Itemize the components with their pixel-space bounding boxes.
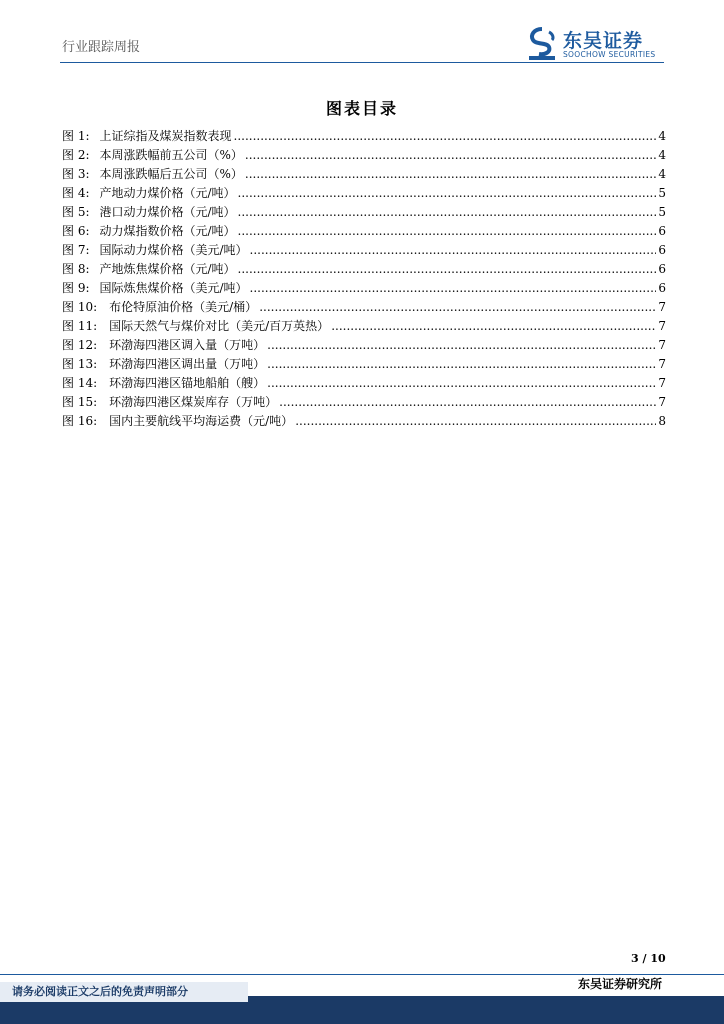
- toc-entry-page: 7: [658, 395, 666, 409]
- logo-name-cn: 东吴证券: [563, 30, 644, 52]
- toc-entry[interactable]: [62, 393, 666, 412]
- toc-entry-label: 上证综指及煤炭指数表现: [99, 129, 232, 143]
- toc-entry[interactable]: [62, 184, 666, 203]
- toc-entry-label: 国内主要航线平均海运费（元/吨）: [109, 414, 294, 428]
- toc-leader-dots: [267, 355, 656, 374]
- toc-leader-dots: [245, 146, 656, 165]
- toc-entry-label: 产地炼焦煤价格（元/吨）: [99, 262, 236, 276]
- toc-entry[interactable]: [62, 203, 666, 222]
- toc-entry[interactable]: [62, 222, 666, 241]
- page-indicator: 3 / 10: [631, 952, 666, 965]
- toc-entry-label: 布伦特原油价格（美元/桶）: [109, 300, 258, 314]
- soochow-logo-icon: [527, 27, 557, 61]
- toc-entry-number: 图 10:: [62, 300, 98, 314]
- toc-entry-page: 7: [658, 319, 666, 333]
- toc-leader-dots: [267, 374, 656, 393]
- toc-entry-label: 国际天然气与煤价对比（美元/百万英热）: [109, 319, 330, 333]
- toc-entry-page: 4: [658, 148, 666, 162]
- toc-entry-page: 7: [658, 357, 666, 371]
- toc-entry[interactable]: [62, 241, 666, 260]
- toc-entry[interactable]: [62, 336, 666, 355]
- institute-name: 东吴证券研究所: [577, 977, 662, 991]
- toc-leader-dots: [295, 412, 656, 431]
- toc-entry-number: 图 12:: [62, 338, 98, 352]
- toc-entry-label: 环渤海四港区调出量（万吨）: [109, 357, 266, 371]
- toc-entry-page: 4: [658, 129, 666, 143]
- header-divider: [60, 62, 664, 63]
- toc-entry-label: 环渤海四港区煤炭库存（万吨）: [109, 395, 278, 409]
- toc-leader-dots: [238, 222, 657, 241]
- toc-entry-page: 8: [658, 414, 666, 428]
- report-type: 行业跟踪周报: [62, 40, 141, 55]
- toc-leader-dots: [250, 279, 657, 298]
- toc-entry-number: 图 7:: [62, 243, 90, 257]
- logo-name-en: SOOCHOW SECURITIES: [563, 50, 656, 59]
- toc-entry-number: 图 6:: [62, 224, 90, 238]
- toc-entry[interactable]: [62, 165, 666, 184]
- toc-entry-number: 图 16:: [62, 414, 98, 428]
- toc-entry-label: 环渤海四港区调入量（万吨）: [109, 338, 266, 352]
- toc-entry-page: 4: [658, 167, 666, 181]
- disclaimer-notice: 请务必阅读正文之后的免责声明部分: [0, 982, 248, 1002]
- toc-entry-label: 环渤海四港区锚地船舶（艘）: [109, 376, 266, 390]
- toc-entry[interactable]: [62, 279, 666, 298]
- toc-leader-dots: [245, 165, 656, 184]
- toc-entry-page: 7: [658, 300, 666, 314]
- company-logo: [527, 27, 677, 61]
- toc-entry-page: 5: [658, 205, 666, 219]
- toc-entry-label: 本周涨跌幅前五公司（%）: [99, 148, 243, 162]
- toc-entry-label: 产地动力煤价格（元/吨）: [99, 186, 236, 200]
- toc-entry[interactable]: [62, 127, 666, 146]
- toc-entry[interactable]: [62, 146, 666, 165]
- toc-title: 图表目录: [325, 99, 398, 118]
- toc-entry-number: 图 8:: [62, 262, 90, 276]
- toc-leader-dots: [238, 203, 657, 222]
- toc-entry-number: 图 5:: [62, 205, 90, 219]
- toc-leader-dots: [238, 184, 657, 203]
- toc-entry-number: 图 9:: [62, 281, 90, 295]
- toc-leader-dots: [234, 127, 657, 146]
- toc-entry-number: 图 14:: [62, 376, 98, 390]
- toc-entry[interactable]: [62, 412, 666, 431]
- toc-entry-number: 图 4:: [62, 186, 90, 200]
- toc-entry-number: 图 2:: [62, 148, 90, 162]
- toc-entry-label: 港口动力煤价格（元/吨）: [99, 205, 236, 219]
- toc-list: [62, 127, 666, 431]
- toc-entry[interactable]: [62, 298, 666, 317]
- toc-leader-dots: [238, 260, 657, 279]
- toc-entry-label: 动力煤指数价格（元/吨）: [99, 224, 236, 238]
- toc-leader-dots: [267, 336, 656, 355]
- toc-leader-dots: [331, 317, 656, 336]
- toc-entry-number: 图 11:: [62, 319, 98, 333]
- toc-entry-page: 6: [658, 262, 666, 276]
- toc-entry[interactable]: [62, 317, 666, 336]
- toc-entry-page: 5: [658, 186, 666, 200]
- toc-entry-label: 国际炼焦煤价格（美元/吨）: [99, 281, 248, 295]
- toc-leader-dots: [250, 241, 657, 260]
- toc-entry-page: 6: [658, 243, 666, 257]
- toc-entry-label: 国际动力煤价格（美元/吨）: [99, 243, 248, 257]
- toc-entry[interactable]: [62, 355, 666, 374]
- toc-entry[interactable]: [62, 374, 666, 393]
- toc-entry-page: 7: [658, 376, 666, 390]
- toc-entry-label: 本周涨跌幅后五公司（%）: [99, 167, 243, 181]
- toc-entry-number: 图 1:: [62, 129, 90, 143]
- toc-entry-number: 图 13:: [62, 357, 98, 371]
- toc-entry[interactable]: [62, 260, 666, 279]
- toc-entry-page: 6: [658, 224, 666, 238]
- toc-entry-number: 图 15:: [62, 395, 98, 409]
- toc-leader-dots: [279, 393, 656, 412]
- toc-entry-page: 7: [658, 338, 666, 352]
- toc-entry-page: 6: [658, 281, 666, 295]
- toc-leader-dots: [259, 298, 656, 317]
- toc-entry-number: 图 3:: [62, 167, 90, 181]
